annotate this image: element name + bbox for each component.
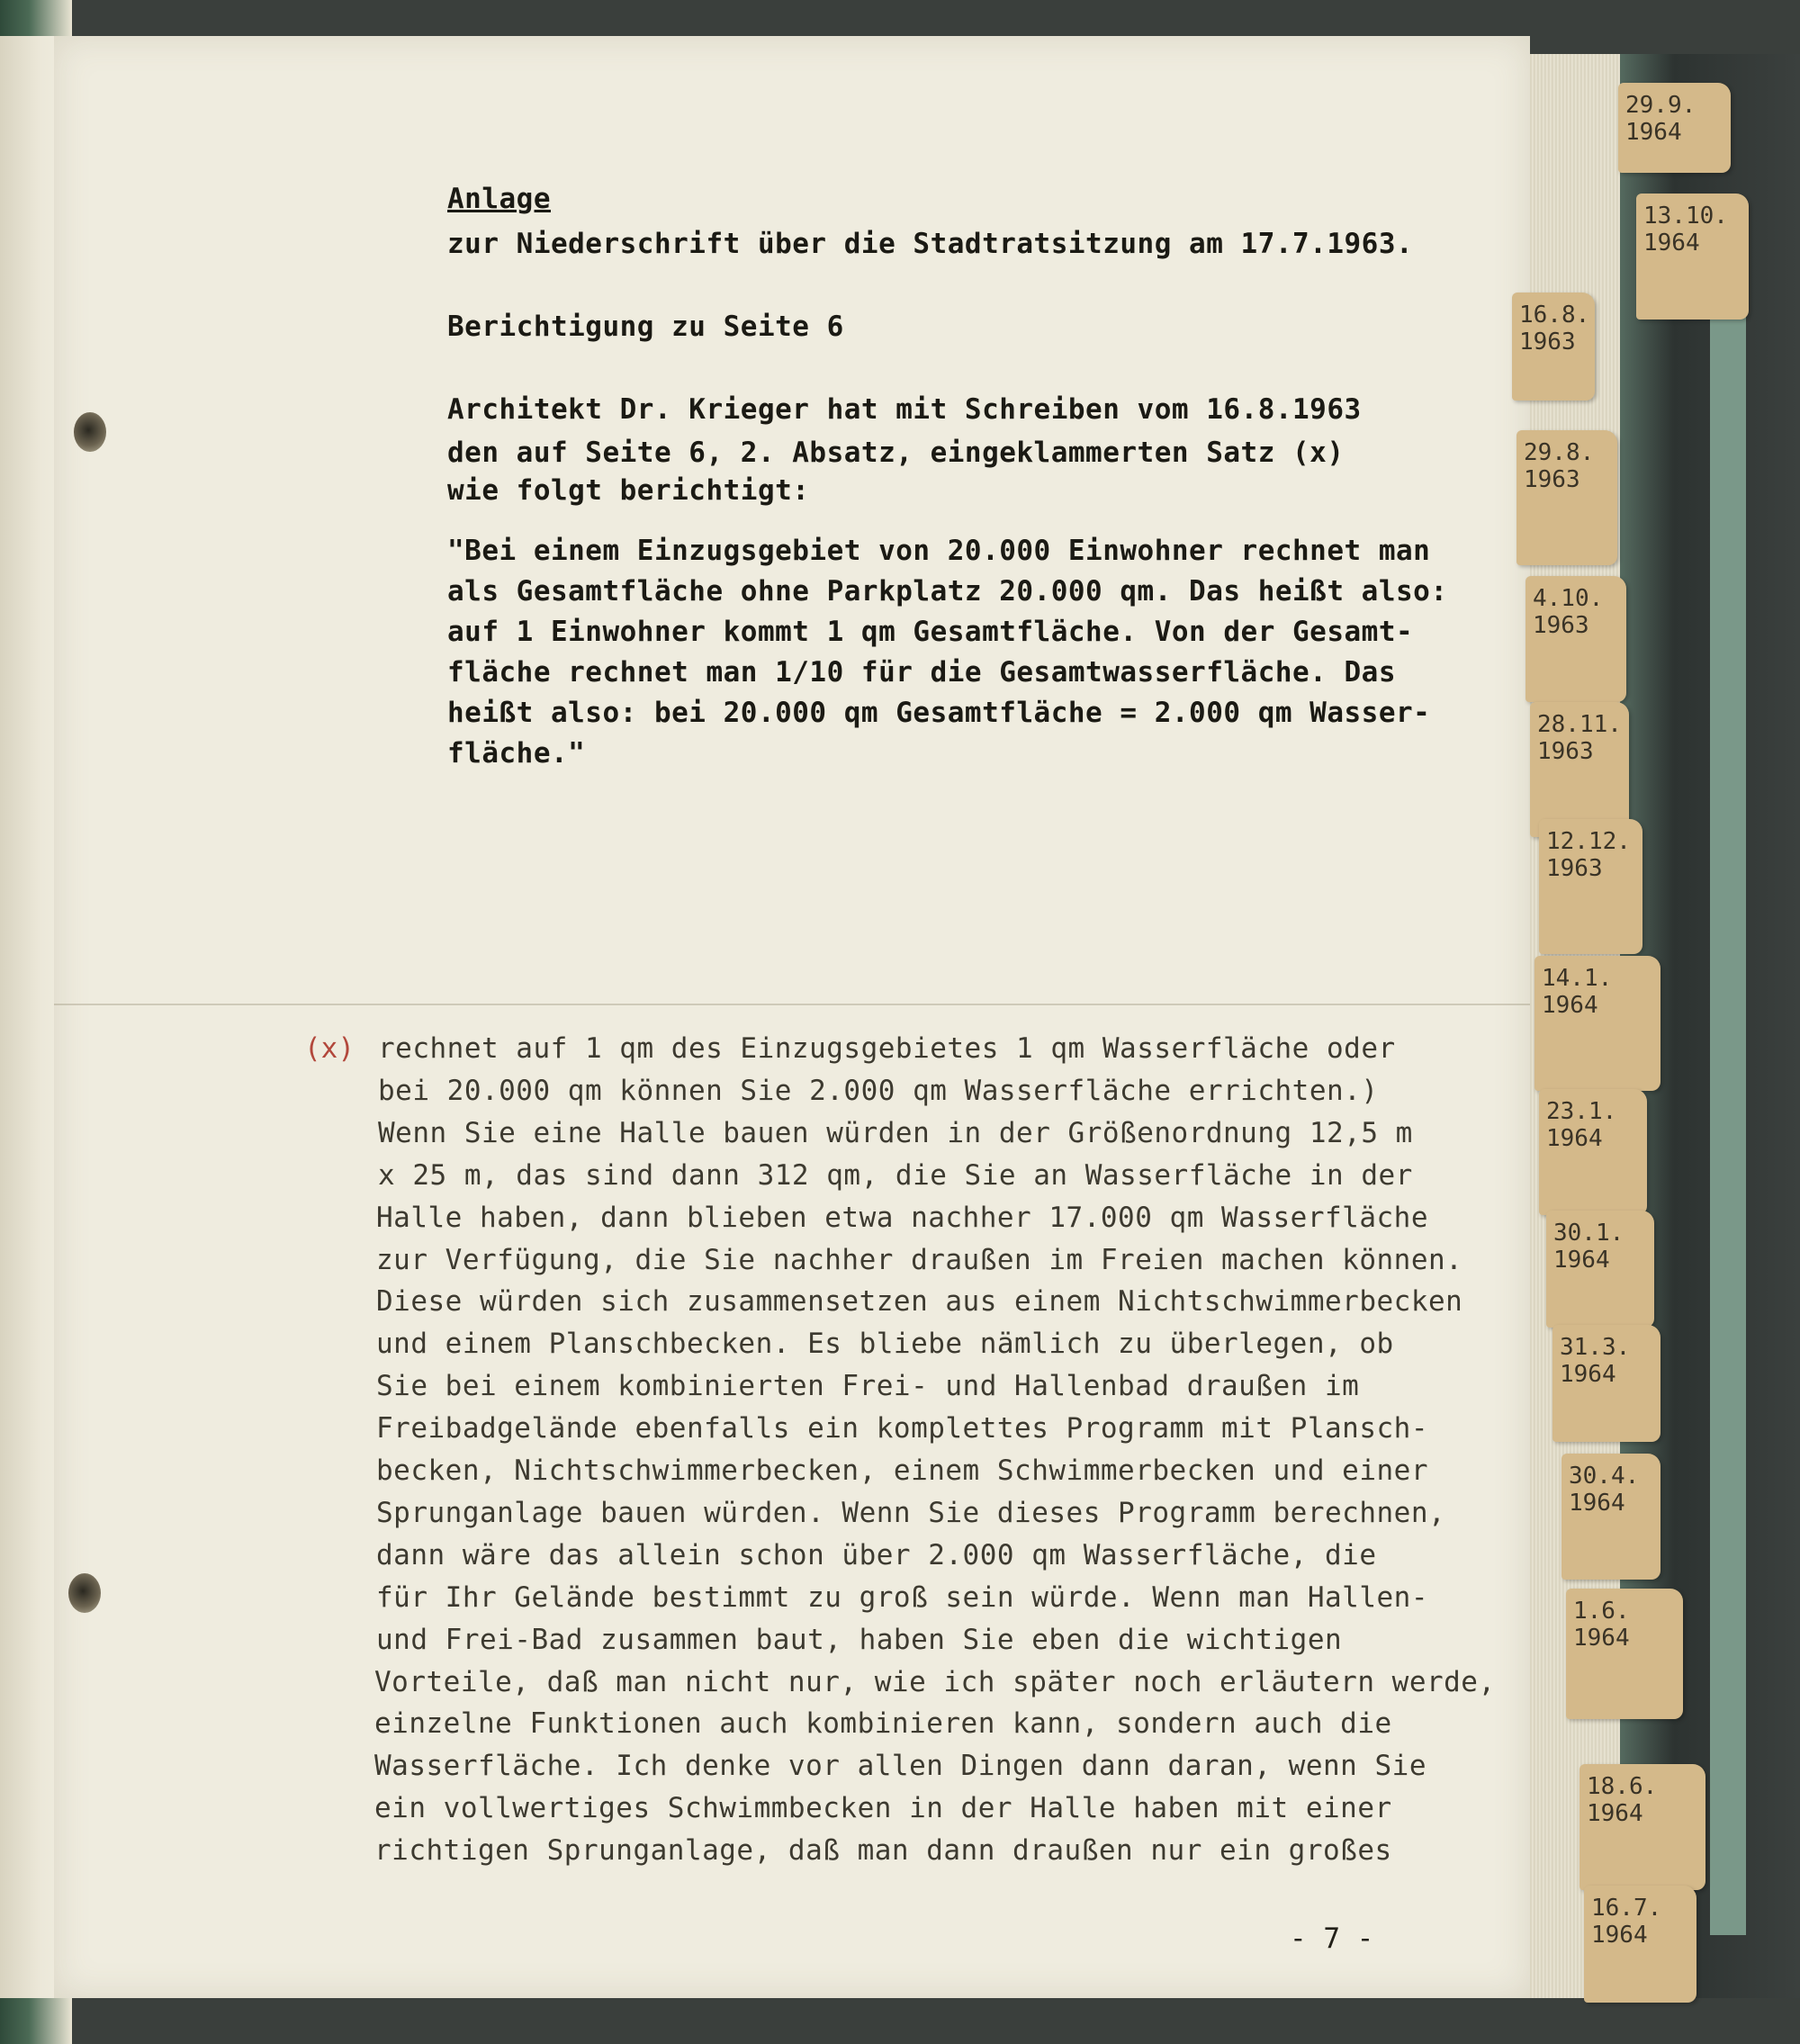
date-tab[interactable]: 16.8. 1963 <box>1512 293 1595 401</box>
correction-heading: Berichtigung zu Seite 6 <box>447 311 844 343</box>
punch-hole-top <box>74 412 106 452</box>
quote-line: fläche rechnet man 1/10 für die Gesamtwasserfläche. Das <box>447 656 1396 689</box>
intro-line: wie folgt berichtigt: <box>447 474 810 507</box>
correction-marker: (x) <box>304 1032 355 1065</box>
body-line: einzelne Funktionen auch kombinieren kann, sondern auch die <box>374 1707 1392 1741</box>
body-line: Wasserfläche. Ich denke vor allen Dingen dann daran, wenn Sie <box>374 1750 1426 1783</box>
binder-spine-strip <box>1710 270 1746 1935</box>
quote-line: "Bei einem Einzugsgebiet von 20.000 Einwohner rechnet man <box>447 535 1431 567</box>
body-line: Sprunganlage bauen würden. Wenn Sie dieses Programm berechnen, <box>376 1496 1446 1529</box>
body-line: richtigen Sprunganlage, daß man dann draußen nur ein großes <box>374 1834 1392 1868</box>
date-tab[interactable]: 12.12. 1963 <box>1539 819 1642 954</box>
date-tab[interactable]: 1.6. 1964 <box>1566 1589 1683 1719</box>
body-line: Wenn Sie eine Halle bauen würden in der Größenordnung 12,5 m <box>378 1116 1413 1149</box>
quote-line: heißt also: bei 20.000 qm Gesamtfläche = 2.000 qm Wasser- <box>447 697 1431 729</box>
date-tab[interactable]: 31.3. 1964 <box>1552 1325 1660 1442</box>
body-line: dann wäre das allein schon über 2.000 qm Wasserfläche, die <box>376 1538 1377 1571</box>
body-line: Freibadgelände ebenfalls ein komplettes Programm mit Plansch- <box>376 1412 1428 1445</box>
date-tab[interactable]: 18.6. 1964 <box>1580 1764 1706 1890</box>
date-tab[interactable]: 13.10. 1964 <box>1636 194 1749 320</box>
body-line: becken, Nichtschwimmerbecken, einem Schwimmerbecken und einer <box>376 1454 1428 1487</box>
quote-line: als Gesamtfläche ohne Parkplatz 20.000 qm. Das heißt also: <box>447 575 1448 608</box>
date-tab[interactable]: 30.1. 1964 <box>1546 1211 1654 1328</box>
body-line: Diese würden sich zusammensetzen aus einem Nichtschwimmerbecken <box>376 1285 1463 1319</box>
date-tab[interactable]: 28.11. 1963 <box>1530 702 1629 837</box>
body-line: und einem Planschbecken. Es bliebe nämlich zu überlegen, ob <box>376 1328 1394 1361</box>
body-line: Halle haben, dann blieben etwa nachher 17.000 qm Wasserfläche <box>376 1201 1428 1234</box>
body-line: Vorteile, daß man nicht nur, wie ich später noch erläutern werde, <box>374 1665 1496 1698</box>
body-line: x 25 m, das sind dann 312 qm, die Sie an Wasserfläche in der <box>378 1158 1413 1192</box>
date-tab[interactable]: 4.10. 1963 <box>1526 576 1626 702</box>
date-tab[interactable]: 29.9. 1964 <box>1618 83 1731 173</box>
body-line: zur Verfügung, die Sie nachher draußen im Freien machen können. <box>376 1243 1463 1276</box>
page-number: - 7 - <box>1290 1922 1374 1955</box>
body-line: bei 20.000 qm können Sie 2.000 qm Wasserfläche errichten.) <box>378 1074 1379 1107</box>
intro-line: den auf Seite 6, 2. Absatz, eingeklammerten Satz (x) <box>447 437 1345 469</box>
date-tab[interactable]: 30.4. 1964 <box>1562 1454 1660 1580</box>
date-tab[interactable]: 16.7. 1964 <box>1584 1886 1696 2003</box>
body-line: ein vollwertiges Schwimmbecken in der Halle haben mit einer <box>374 1792 1392 1825</box>
body-line: und Frei-Bad zusammen baut, haben Sie eben die wichtigen <box>376 1623 1343 1656</box>
body-line: Sie bei einem kombinierten Frei- und Hallenbad draußen im <box>376 1370 1360 1403</box>
paste-seam <box>54 1004 1530 1005</box>
annex-title: Anlage <box>447 183 551 215</box>
body-line: für Ihr Gelände bestimmt zu groß sein würde. Wenn man Hallen- <box>376 1580 1428 1614</box>
intro-line: Architekt Dr. Krieger hat mit Schreiben vom 16.8.1963 <box>447 393 1362 426</box>
body-line: rechnet auf 1 qm des Einzugsgebietes 1 qm Wasserfläche oder <box>378 1032 1396 1065</box>
quote-line: fläche." <box>447 737 586 770</box>
date-tab[interactable]: 23.1. 1964 <box>1539 1089 1647 1215</box>
annex-subtitle: zur Niederschrift über die Stadtratsitzung am 17.7.1963. <box>447 228 1414 260</box>
punch-hole-bottom <box>68 1573 101 1613</box>
date-tab[interactable]: 14.1. 1964 <box>1534 956 1660 1091</box>
quote-line: auf 1 Einwohner kommt 1 qm Gesamtfläche. Von der Gesamt- <box>447 616 1414 648</box>
date-tab[interactable]: 29.8. 1963 <box>1516 430 1617 565</box>
